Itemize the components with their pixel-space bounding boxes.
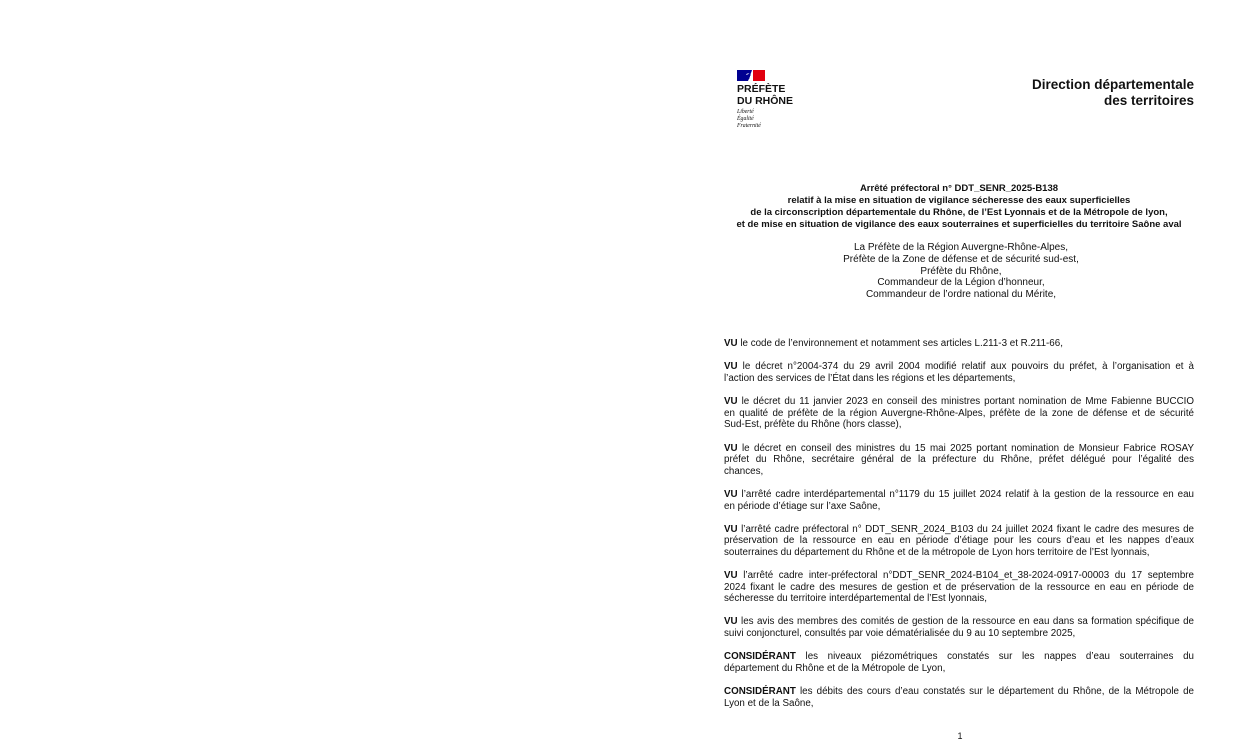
authority-line: Commandeur de la Légion d’honneur,	[877, 277, 1045, 289]
vu-paragraph	[724, 524, 1194, 559]
paragraph-text: l’arrêté cadre interdépartemental n°1179 du 15 juillet 2024 relatif à la gestion de la ressource en eau	[741, 488, 1194, 500]
vu-paragraph	[724, 570, 1194, 605]
paragraph-lead: VU	[724, 442, 738, 454]
paragraph-text: le décret du 11 janvier 2023 en conseil des ministres portant nomination de Mme Fabienne BUCCIO	[741, 396, 1194, 408]
paragraph-line: en qualité de préfète de la région Auvergne-Rhône-Alpes, préfète de la zone de défense et de sécurité	[724, 407, 1194, 419]
authority-line: La Préfète de la Région Auvergne-Rhône-Alpes,	[853, 242, 1069, 253]
paragraph-lead: CONSIDÉRANT	[724, 686, 796, 697]
paragraph-line: Lyon et de la Saône,	[724, 697, 814, 709]
title-line: relatif à la mise en situation de vigilance sécheresse des eaux superficielles	[787, 195, 1131, 206]
paragraph-text: le code de l’environnement et notamment ses articles L.211-3 et R.211-66,	[740, 338, 1063, 350]
paragraph-line	[724, 524, 1194, 536]
paragraph-line	[724, 361, 1194, 373]
paragraph-line	[724, 338, 1194, 350]
prefecture-name-line: PRÉFÈTE	[737, 83, 786, 95]
prefecture-name-line: DU RHÔNE	[737, 95, 794, 107]
paragraph-text: l’arrêté cadre préfectoral n° DDT_SENR_2024_B103 du 24 juillet 2024 fixant le cadre des mesures de	[741, 523, 1194, 535]
paragraph-lead: VU	[724, 523, 738, 535]
header-line: Direction départementale	[1031, 77, 1194, 92]
paragraph-line: département du Rhône et de la Métropole de Lyon,	[724, 662, 946, 674]
paragraph-line	[724, 651, 1194, 663]
paragraph-lead: VU	[724, 488, 738, 500]
considerant-paragraph	[724, 686, 1194, 709]
paragraph-lead: VU	[724, 338, 738, 350]
paragraph-line: préfet du Rhône, secrétaire général de la préfecture du Rhône, préfet délégué pour l’égalité des	[724, 454, 1194, 466]
paragraph-line: chances,	[724, 465, 764, 477]
paragraph-line	[724, 616, 1194, 628]
department-header	[1032, 77, 1194, 109]
paragraph-line	[724, 443, 1194, 455]
header-line: des territoires	[1103, 93, 1194, 108]
vu-paragraph	[724, 338, 1194, 350]
authority-line: Commandeur de l’ordre national du Mérite,	[865, 289, 1057, 300]
paragraph-text: le décret n°2004-374 du 29 avril 2004 modifié relatif aux pouvoirs du préfet, à l’organisation et à	[742, 361, 1194, 373]
paragraph-lead: CONSIDÉRANT	[724, 651, 796, 663]
paragraph-text: l’arrêté cadre inter-préfectoral n°DDT_SENR_2024-B104_et_38-2024-0917-00003 du 17 septembre	[743, 570, 1194, 582]
paragraph-line: Sud-Est, préfète du Rhône (hors classe),	[724, 419, 902, 431]
title-line: Arrêté préfectoral n° DDT_SENR_2025-B138	[859, 183, 1059, 194]
vu-paragraph	[724, 443, 1194, 478]
paragraph-line: sécheresse du territoire interdépartemental de l’Est lyonnais,	[724, 593, 988, 605]
paragraph-line	[724, 570, 1194, 582]
paragraph-text: les avis des membres des comités de gestion de la ressource en eau dans sa formation spécifique de	[741, 616, 1194, 628]
vu-paragraph	[724, 396, 1194, 431]
title-line: et de mise en situation de vigilance des eaux souterraines et superficielles du territoire Saône aval	[736, 219, 1182, 230]
paragraph-text: les débits des cours d’eau constatés sur le département du Rhône, de la Métropole de	[800, 686, 1194, 697]
paragraph-line: l’action des services de l’État dans les régions et les départements,	[724, 372, 1016, 384]
paragraph-line: souterraines du département du Rhône et de la métropole de Lyon hors territoire de l’Est lyonnais,	[724, 546, 1150, 558]
motto-line: Liberté	[737, 108, 754, 115]
title-line: de la circonscription départementale du Rhône, de l’Est Lyonnais et de la Métropole de lyon,	[750, 207, 1168, 218]
prefecture-name	[737, 83, 793, 107]
paragraph-line: suivi conjoncturel, consultés par voie dématérialisée du 9 au 10 septembre 2025,	[724, 628, 1076, 640]
paragraph-text: les niveaux piézométriques constatés sur les nappes d’eau souterraines du	[805, 651, 1194, 663]
vu-paragraph	[724, 361, 1194, 384]
paragraph-lead: VU	[724, 396, 738, 408]
paragraph-line: 2024 fixant le cadre des mesures de gestion et de préservation de la ressource en eau en période de	[724, 581, 1194, 593]
paragraph-lead: VU	[724, 361, 738, 373]
paragraph-line: préservation de la ressource en eau en période d’étiage pour les cours d’eau et les nappes d’eaux	[724, 535, 1194, 547]
considerant-paragraph	[724, 651, 1194, 674]
republic-motto	[737, 109, 761, 130]
authority-block	[726, 242, 1196, 301]
motto-line: Égalité	[737, 115, 754, 122]
paragraph-lead: VU	[724, 570, 738, 582]
paragraph-line: en période d’étiage sur l’axe Saône,	[724, 500, 881, 512]
marianne-flag-icon	[737, 70, 765, 81]
paragraph-line	[724, 489, 1194, 501]
page-number: 1	[957, 731, 963, 741]
paragraph-line	[724, 686, 1194, 698]
paragraph-text: le décret en conseil des ministres du 15 mai 2025 portant nomination de Monsieur Fabrice ROSAY	[742, 442, 1194, 454]
decree-title	[724, 183, 1194, 231]
paragraph-lead: VU	[724, 616, 738, 628]
decree-body	[724, 338, 1194, 721]
vu-paragraph	[724, 489, 1194, 512]
motto-line: Fraternité	[737, 122, 761, 129]
authority-line: Préfète du Rhône,	[920, 265, 1002, 277]
vu-paragraph	[724, 616, 1194, 639]
paragraph-line	[724, 396, 1194, 408]
authority-line: Préfète de la Zone de défense et de sécurité sud-est,	[843, 253, 1079, 265]
